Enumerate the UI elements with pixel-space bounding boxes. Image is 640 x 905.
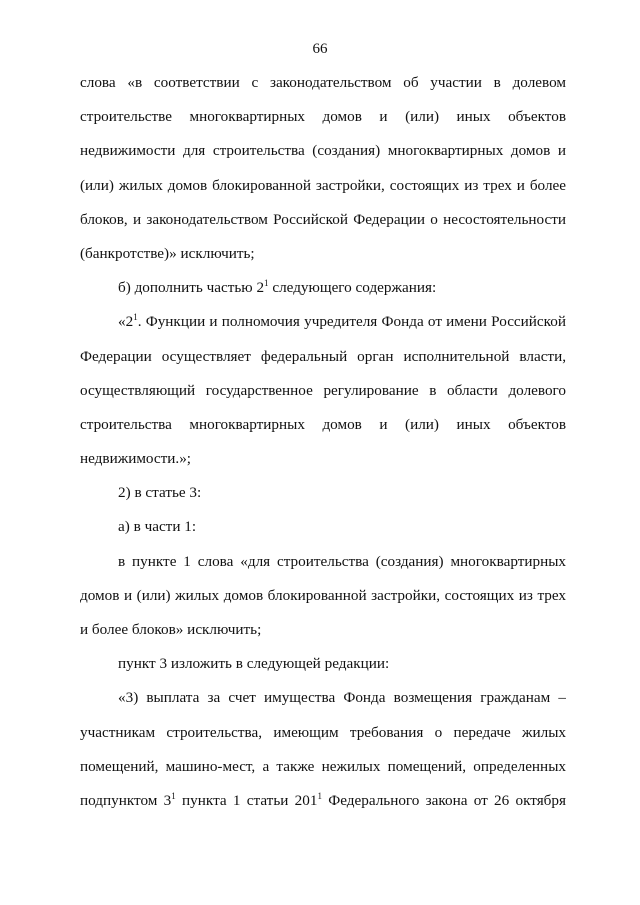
text-fragment: б) дополнить частью 2 — [118, 279, 265, 297]
text-line — [80, 784, 566, 818]
superscript: 1 — [317, 790, 322, 801]
text-line: пункт 3 изложить в следующей редакции: — [118, 655, 390, 673]
text-line: помещений, машино-мест, а также нежилых помещений, определенных — [80, 757, 566, 775]
text-line: осуществляющий государственное регулирование в области долевого — [80, 381, 566, 399]
text-line: строительства многоквартирных домов и (или) иных объектов — [80, 415, 566, 433]
text-line — [80, 271, 566, 305]
text-line: недвижимости.»; — [80, 450, 192, 468]
text-line: блоков, и законодательством Российской Федерации о несостоятельности — [80, 210, 566, 228]
text-line: в пункте 1 слова «для строительства (создания) многоквартирных — [118, 552, 566, 570]
superscript: 1 — [133, 312, 138, 323]
text-line: (или) жилых домов блокированной застройки, состоящих из трех и более — [80, 176, 566, 194]
text-line: домов и (или) жилых домов блокированной застройки, состоящих из трех — [80, 586, 566, 604]
text-line: недвижимости для строительства (создания) многоквартирных домов и — [80, 142, 566, 160]
text-line — [80, 305, 566, 339]
text-fragment: подпунктом 3 — [80, 791, 172, 809]
text-fragment: следующего содержания: — [268, 279, 437, 297]
text-line: и более блоков» исключить; — [80, 621, 262, 638]
superscript: 1 — [171, 790, 176, 801]
text-line: а) в части 1: — [118, 518, 197, 536]
text-fragment: пункта 1 статьи 201 — [175, 791, 318, 809]
text-line: (банкротстве)» исключить; — [80, 244, 255, 262]
text-line: Федерации осуществляет федеральный орган исполнительной власти, — [80, 347, 566, 365]
text-line: слова «в соответствии с законодательством об участии в долевом — [80, 74, 566, 91]
text-fragment: «2 — [118, 313, 134, 331]
text-line: 2) в статье 3: — [118, 484, 202, 502]
text-line: участникам строительства, имеющим требования о передаче жилых — [80, 723, 566, 741]
text-line: «3) выплата за счет имущества Фонда возмещения гражданам – — [118, 689, 566, 707]
text-line: строительстве многоквартирных домов и (или) иных объектов — [80, 108, 566, 126]
superscript: 1 — [264, 278, 269, 289]
text-fragment: Федерального закона от 26 октября — [321, 791, 566, 809]
document-body — [80, 66, 566, 818]
page-number: 66 — [312, 41, 328, 57]
text-fragment: . Функции и полномочия учредителя Фонда от имени Российской — [137, 313, 566, 331]
